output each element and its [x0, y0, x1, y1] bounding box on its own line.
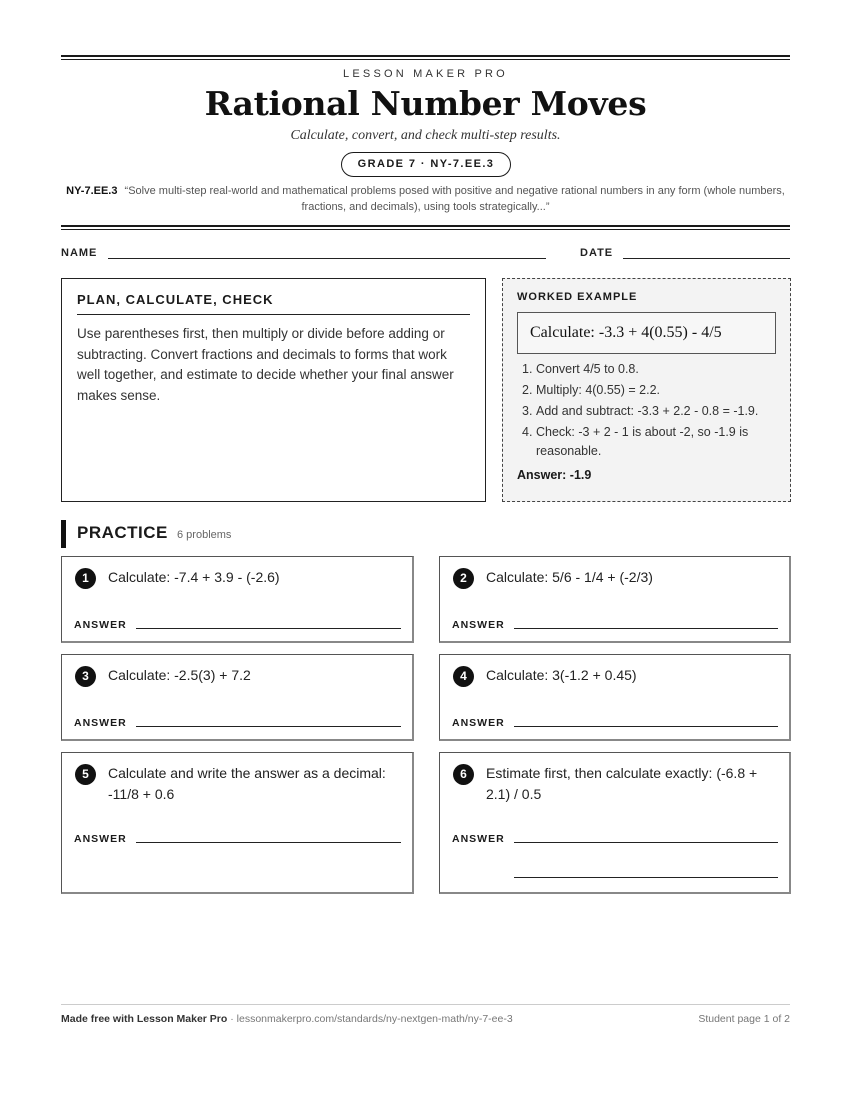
answer-line-4[interactable] [514, 726, 778, 727]
header-bottom-double-rule [61, 225, 790, 230]
problem-card-6 [439, 752, 791, 894]
answer-line-5[interactable] [136, 842, 401, 843]
problem-text: Calculate: 5/6 - 1/4 + (-2/3) [486, 569, 653, 585]
problem-card-2 [439, 556, 791, 643]
top-double-rule [61, 55, 790, 60]
practice-heading: PRACTICE [77, 523, 168, 542]
standard-code: NY-7.EE.3 [66, 185, 118, 197]
answer-line-2[interactable] [514, 628, 778, 629]
standard-description [61, 183, 790, 215]
problem-number-badge: 3 [75, 666, 96, 687]
worked-step: 3. Add and subtract: -3.3 + 2.2 - 0.8 = -1.9. [522, 404, 759, 418]
answer-line-6b[interactable] [514, 877, 778, 878]
problem-number-badge: 6 [453, 764, 474, 785]
worked-step: 2. Multiply: 4(0.55) = 2.2. [522, 383, 661, 397]
plan-body: Use parentheses first, then multiply or divide before adding or subtracting. Convert fractions and decimals to forms that work well together, and estimate to decide whether your final answer makes sense. [77, 326, 454, 403]
problem-text: Calculate: 3(-1.2 + 0.45) [486, 667, 637, 683]
worked-example-answer: Answer: -1.9 [517, 468, 592, 482]
answer-line-3[interactable] [136, 726, 401, 727]
answer-label: ANSWER [74, 717, 127, 729]
problem-card-5 [61, 752, 414, 894]
grade-standard-badge: GRADE 7 · NY-7.EE.3 [341, 152, 511, 177]
problem-card-4 [439, 654, 791, 741]
problem-card-1 [61, 556, 414, 643]
answer-label: ANSWER [452, 717, 505, 729]
date-field[interactable] [623, 258, 790, 259]
footer-url: · lessonmakerpro.com/standards/ny-nextgen-math/ny-7-ee-3 [227, 1013, 513, 1025]
footer-credit [61, 1013, 513, 1025]
answer-label: ANSWER [74, 833, 127, 845]
plan-title: PLAN, CALCULATE, CHECK [77, 292, 470, 315]
name-field[interactable] [108, 258, 546, 259]
footer-made-with: Made free with Lesson Maker Pro [61, 1013, 228, 1025]
standard-text: “Solve multi-step real-world and mathematical problems posed with positive and negative rational numbers in any form (whole numbers, fractions, and decimals), using tools strategically...” [124, 185, 785, 213]
worked-step: 4. Check: -3 + 2 - 1 is about -2, so -1.9 is reasonable. [522, 425, 749, 458]
worked-example-title: WORKED EXAMPLE [517, 291, 638, 303]
footer-page-number: Student page 1 of 2 [698, 1013, 790, 1025]
practice-count: 6 problems [177, 529, 232, 541]
problem-text: Calculate: -7.4 + 3.9 - (-2.6) [108, 569, 280, 585]
footer-rule [61, 1004, 790, 1005]
problem-card-3 [61, 654, 414, 741]
problem-number-badge: 1 [75, 568, 96, 589]
date-label: DATE [580, 247, 614, 259]
problem-number-badge: 5 [75, 764, 96, 785]
problem-text: Calculate and write the answer as a decimal: -11/8 + 0.6 [108, 765, 386, 802]
worked-example-box [502, 278, 791, 502]
practice-accent-bar [61, 520, 66, 548]
page-title: Rational Number Moves [204, 84, 647, 123]
worked-example-problem: Calculate: -3.3 + 4(0.55) - 4/5 [517, 312, 776, 354]
page-subtitle: Calculate, convert, and check multi-step results. [290, 128, 561, 143]
worked-example-steps [517, 360, 776, 461]
worked-step: 1. Convert 4/5 to 0.8. [522, 362, 639, 376]
answer-label: ANSWER [74, 619, 127, 631]
plan-calculate-check-box [61, 278, 486, 502]
worksheet-page [61, 0, 790, 1100]
answer-label: ANSWER [452, 833, 505, 845]
brand-name: LESSON MAKER PRO [343, 68, 508, 80]
problem-number-badge: 2 [453, 568, 474, 589]
answer-line-6a[interactable] [514, 842, 778, 843]
problem-text: Estimate first, then calculate exactly: (-6.8 + 2.1) / 0.5 [486, 765, 758, 802]
problem-text: Calculate: -2.5(3) + 7.2 [108, 667, 251, 683]
problem-number-badge: 4 [453, 666, 474, 687]
name-label: NAME [61, 247, 98, 259]
answer-line-1[interactable] [136, 628, 401, 629]
answer-label: ANSWER [452, 619, 505, 631]
